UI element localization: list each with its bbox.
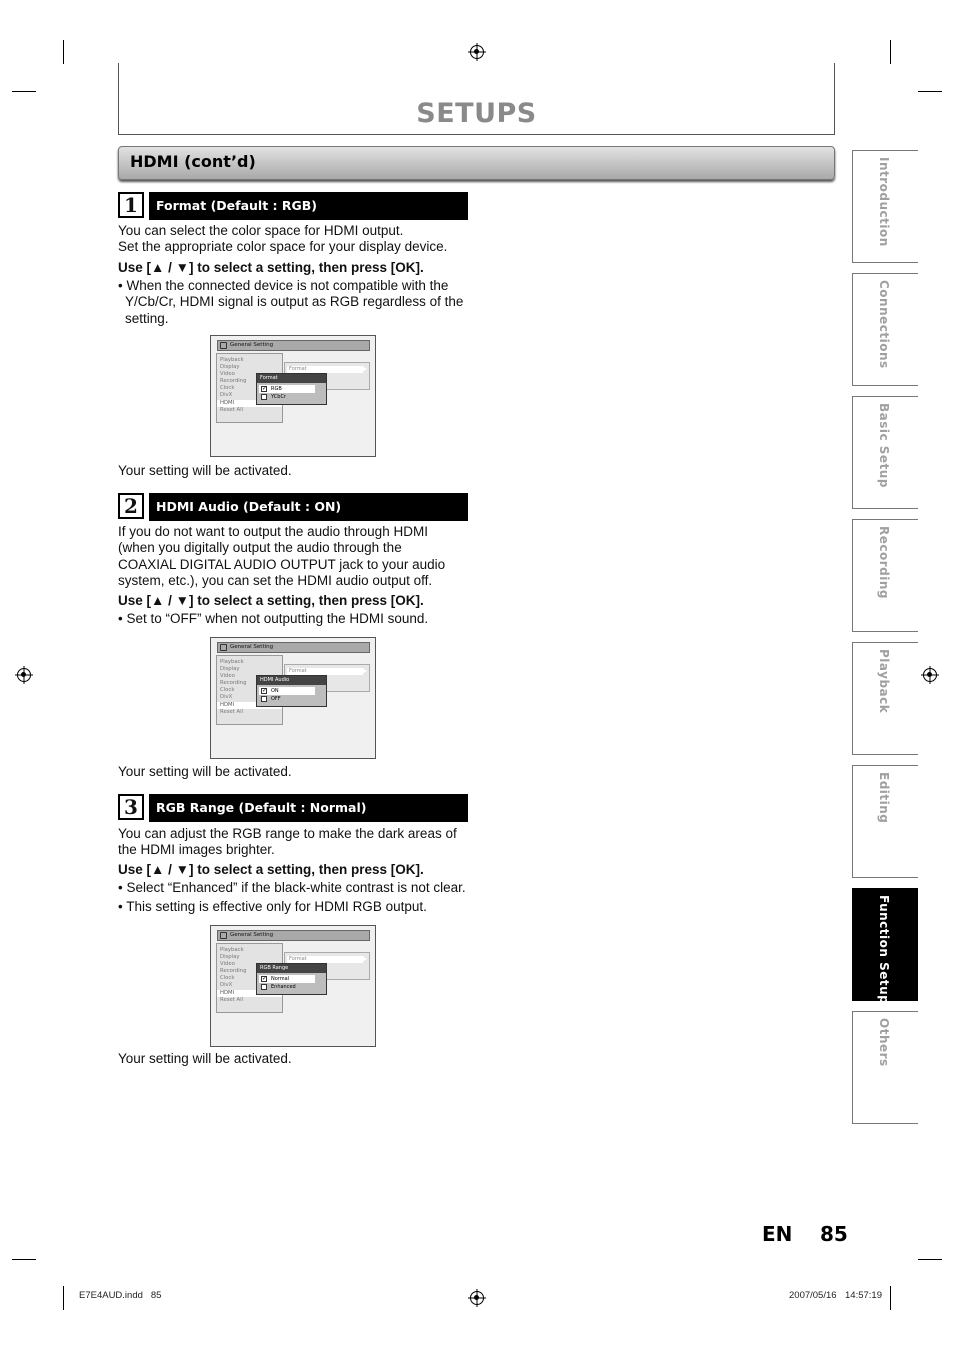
step-number: 2	[118, 493, 144, 519]
checkbox-icon	[261, 696, 267, 702]
checkbox-icon: ✓	[262, 687, 268, 694]
registration-mark-icon	[470, 45, 484, 59]
step-bullets: • Set to “OFF” when not outputting the HDMI sound.	[118, 611, 429, 626]
osd-option: YCbCr	[259, 393, 315, 401]
osd-option: ✓ ON	[259, 687, 315, 695]
step-heading: Format (Default : RGB)	[149, 192, 468, 220]
step-bullets: • When the connected device is not compatible with the Y/Cb/Cr, HDMI signal is output as RGB regardless of the setting.	[118, 278, 464, 326]
section-bar	[118, 146, 835, 180]
section-title: HDMI (cont’d)	[130, 152, 256, 171]
arrow-right-icon	[362, 956, 367, 962]
tab-function-setup[interactable]: Function Setup	[852, 888, 918, 1001]
crop-mark	[890, 1286, 891, 1310]
step-number: 1	[118, 192, 144, 218]
osd-submenu: Format	[284, 664, 370, 692]
step-result: Your setting will be activated.	[118, 463, 292, 478]
crop-mark	[12, 91, 36, 92]
step-intro: If you do not want to output the audio through HDMI (when you digitally output the audio through the COAXIAL DIGITAL AUDIO OUTPUT jack to your audio system, etc.), you can set the HDMI audio output off.	[118, 524, 446, 588]
checkbox-icon	[261, 984, 267, 990]
arrow-right-icon	[362, 366, 367, 372]
osd-title: General Setting	[217, 642, 370, 653]
page-title: SETUPS	[416, 98, 537, 129]
crop-mark	[63, 1286, 64, 1310]
osd-option: ✓ Normal	[259, 975, 315, 983]
step-heading: RGB Range (Default : Normal)	[149, 794, 468, 822]
registration-mark-icon	[17, 668, 31, 682]
tab-playback[interactable]: Playback	[852, 642, 918, 755]
osd-submenu: Format	[284, 362, 370, 390]
wrench-icon	[220, 644, 227, 651]
osd-submenu: Format	[284, 952, 370, 980]
tab-recording[interactable]: Recording	[852, 519, 918, 632]
footer-date: 2007/05/16	[789, 1290, 837, 1301]
osd-popup: RGB Range ✓ Normal Enhanced	[256, 963, 327, 995]
step-instruction: Use [▲ / ▼] to select a setting, then press [OK].	[118, 260, 424, 275]
tab-introduction[interactable]: Introduction	[852, 150, 918, 263]
osd-menu: Playback Display Video Recording Clock DivX HDMI Reset All	[216, 353, 283, 423]
step-bullets: • Select “Enhanced” if the black-white contrast is not clear. • This setting is effective only for HDMI RGB output.	[118, 880, 466, 915]
checkbox-icon: ✓	[262, 975, 268, 982]
osd-screenshot	[210, 925, 376, 1047]
crop-mark	[918, 1259, 942, 1260]
crop-mark	[918, 91, 942, 92]
osd-title: General Setting	[217, 930, 370, 941]
osd-option: ✓ RGB	[259, 385, 315, 393]
step-number: 3	[118, 794, 144, 820]
step-result: Your setting will be activated.	[118, 764, 292, 779]
footer-time: 14:57:19	[845, 1290, 882, 1301]
osd-option: Enhanced	[259, 983, 315, 991]
checkbox-icon: ✓	[262, 385, 268, 392]
page-number: 85	[820, 1222, 848, 1246]
osd-menu: Playback Display Video Recording Clock DivX HDMI Reset All	[216, 655, 283, 725]
step-result: Your setting will be activated.	[118, 1051, 292, 1066]
tab-editing[interactable]: Editing	[852, 765, 918, 878]
osd-title: General Setting	[217, 340, 370, 351]
osd-popup: Format ✓ RGB YCbCr	[256, 373, 327, 405]
footer-file: E7E4AUD.indd 85	[79, 1290, 162, 1301]
osd-menu: Playback Display Video Recording Clock DivX HDMI Reset All	[216, 943, 283, 1013]
crop-mark	[63, 40, 64, 64]
registration-mark-icon	[923, 668, 937, 682]
osd-popup: HDMI Audio ✓ ON OFF	[256, 675, 327, 707]
tab-connections[interactable]: Connections	[852, 273, 918, 386]
step-intro: You can adjust the RGB range to make the dark areas of the HDMI images brighter.	[118, 826, 457, 858]
step-intro: You can select the color space for HDMI output. Set the appropriate color space for your display device.	[118, 223, 448, 255]
tab-others[interactable]: Others	[852, 1011, 918, 1124]
step-instruction: Use [▲ / ▼] to select a setting, then press [OK].	[118, 862, 424, 877]
crop-mark	[890, 40, 891, 64]
wrench-icon	[220, 932, 227, 939]
osd-screenshot	[210, 637, 376, 759]
step-instruction: Use [▲ / ▼] to select a setting, then press [OK].	[118, 593, 424, 608]
tab-basic-setup[interactable]: Basic Setup	[852, 396, 918, 509]
osd-screenshot	[210, 335, 376, 457]
language-code: EN	[762, 1222, 793, 1246]
arrow-right-icon	[362, 668, 367, 674]
osd-option: OFF	[259, 695, 315, 703]
checkbox-icon	[261, 394, 267, 400]
crop-mark	[12, 1259, 36, 1260]
wrench-icon	[220, 342, 227, 349]
registration-mark-icon	[470, 1291, 484, 1305]
step-heading: HDMI Audio (Default : ON)	[149, 493, 468, 521]
